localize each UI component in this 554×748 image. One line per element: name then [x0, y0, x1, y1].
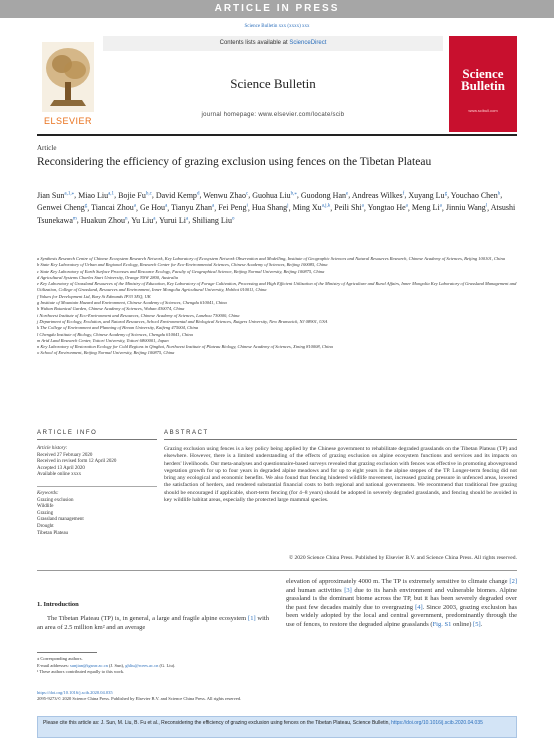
author-affiliation-marker[interactable]: a	[165, 203, 168, 209]
introduction-heading: 1. Introduction	[37, 601, 79, 608]
author-name: Jian Sun	[37, 190, 65, 200]
affiliation-list	[37, 256, 517, 357]
author-affiliation-marker[interactable]: g	[84, 203, 88, 209]
journal-reference-link[interactable]: Science Bulletin xxx (xxxx) xxx	[244, 24, 310, 29]
history-online: Available online xxxx	[37, 472, 82, 478]
copyright-line: © 2020 Science China Press. Published by Elsevier B.V. and Science China Press. All rights reserved.	[288, 555, 517, 561]
author[interactable]	[218, 203, 248, 212]
author[interactable]	[301, 191, 348, 200]
author-affiliation-marker[interactable]: a,1,⁎	[64, 191, 75, 196]
citation-link[interactable]: [4]	[415, 603, 423, 611]
author[interactable]	[171, 203, 214, 212]
author-affiliation-marker[interactable]: b,c	[145, 191, 152, 196]
author[interactable]	[293, 203, 331, 212]
author-affiliation-marker[interactable]: a	[133, 203, 136, 209]
author-name: Yurui Li	[159, 215, 187, 225]
section-label: Article	[37, 144, 57, 152]
journal-title: Science Bulletin	[230, 76, 316, 91]
affiliation-item: f Values for Development Ltd, Bury St Edmunds IP33 3EQ, UK	[37, 293, 151, 299]
body-column-right	[286, 578, 517, 630]
author-name: Guohua Liu	[252, 190, 291, 200]
author[interactable]	[37, 191, 74, 200]
author[interactable]	[203, 191, 248, 200]
article-in-press-banner: ARTICLE IN PRESS	[0, 0, 554, 18]
author-name: Yongtao He	[367, 203, 406, 213]
affiliation-item: g Institute of Mountain Hazard and Environment, Chinese Academy of Sciences, Chengdu 610041, China	[37, 300, 227, 306]
author-affiliation-marker[interactable]: a	[405, 203, 408, 209]
author-affiliation-marker[interactable]: a	[153, 216, 156, 222]
affiliation-item: i Northwest Institute of Eco-Environment and Resources, Chinese Academy of Sciences, Lanzhou 730000, China	[37, 312, 240, 318]
author[interactable]	[412, 203, 442, 212]
author[interactable]	[159, 216, 188, 225]
author[interactable]	[352, 191, 405, 200]
author-affiliation-marker[interactable]: h	[497, 191, 501, 196]
affiliation-item: c State Key Laboratory of Earth Surface Processes and Resource Ecology, Faculty of Geographical Science, Beijing Normal University, Beijing 100875, China	[37, 268, 325, 274]
journal-cover-logo[interactable]	[449, 36, 517, 132]
keyword-item: Drought	[37, 523, 54, 529]
homepage-prefix: journal homepage:	[201, 112, 257, 118]
author-name: Huakun Zhou	[80, 215, 125, 225]
author[interactable]	[131, 216, 155, 225]
author-name: David Kemp	[155, 190, 197, 200]
author-name: Atsushi Tsunekawa	[37, 203, 516, 225]
author[interactable]	[81, 216, 128, 225]
body-text: due to its harsh environment and vulnerable biomes. Alpine grassland is the dominant biome across the TP, but it has been severely degraded over the past few decades mainly due to overgrazing	[286, 586, 517, 611]
elsevier-tree-icon	[42, 42, 94, 112]
author-name: Yu Liu	[131, 215, 154, 225]
history-revised: Received in revised form 12 April 2020	[37, 459, 117, 465]
citation-link[interactable]: [5]	[473, 620, 481, 628]
author-affiliation-marker[interactable]: a,1	[108, 191, 115, 196]
doi-block	[37, 690, 517, 703]
email-link-sun[interactable]: sunjian@igsnrr.ac.cn	[70, 662, 108, 668]
equal-contribution-note: ¹ These authors contributed equally to this work.	[37, 669, 125, 675]
author[interactable]	[156, 191, 200, 200]
author-affiliation-marker[interactable]: d	[196, 191, 200, 196]
citation-link[interactable]: [3]	[344, 586, 352, 594]
elsevier-logo[interactable]	[37, 36, 99, 132]
author-name: Ming Xu	[292, 203, 322, 213]
body-text: elevation of approximately 4000 m. The TP is extremely sensitive to climate change	[286, 578, 510, 585]
author-affiliation-marker[interactable]: o	[232, 216, 235, 222]
citation-link[interactable]: [2]	[509, 578, 517, 585]
author-name: Miao Liu	[78, 190, 109, 200]
email-owner: (J. Sun),	[107, 662, 126, 668]
keyword-item: Grassland management	[37, 517, 84, 523]
affiliation-item: h Wuhan Botanical Garden, Chinese Academy of Sciences, Wuhan 430074, China	[37, 306, 185, 312]
cover-title	[449, 68, 517, 92]
author-name: Bojie Fu	[118, 190, 146, 200]
author-affiliation-marker[interactable]: f	[402, 191, 405, 196]
author-affiliation-marker[interactable]: n	[124, 216, 128, 222]
author-list: Jian Sun$^{a,1,⁎}$, Miao Liu$^{a,1}$, Bojie Fu$^{b,c}$, David Kemp$^d$, Wenwu Zhao$^c$, Guohua Liu$^{b,⁎}$, Guodong Han$^e$, Andreas Wilkes$^f$, Xuyang Lu$^g$, Youchao Chen$^h$, Genwei Cheng$^g$, Tiancai Zhou$^a$, Ge Hou$^a$, Tianyu Zhan$^a$, Fei Peng$^i$, Hua Shang$^j$, Ming Xu$^{a,j,k}$, Peili Shi$^a$, Yongtao He$^a$, Meng Li$^a$, Jinniu Wang$^l$, Atsushi Tsunekawa$^m$, Huakun Zhou$^n$, Yu Liu$^a$, Yurui Li$^a$, Shiliang Liu$^o$	[37, 190, 516, 225]
affiliation-item: j Department of Ecology, Evolution, and Natural Resources, School Environmental and Biological Sciences, Rutgers University, New Brunswick, NJ 08901, USA	[37, 318, 328, 324]
keywords-block	[37, 486, 157, 537]
footnote-divider	[37, 652, 97, 653]
author-name: Tianyu Zhan	[171, 203, 212, 213]
citation-text: Please cite this article as: J. Sun, M. Liu, B. Fu et al., Reconsidering the efficiency of grazing exclusion using fences on the Tibetan Plateau, Science Bulletin,	[43, 720, 390, 726]
affiliation-item: m Arid Land Research Center, Tottori University, Tottori 6800001, Japan	[37, 337, 169, 343]
article-title: Reconsidering the efficiency of grazing exclusion using fences on the Tibetan Plateau	[37, 156, 432, 168]
body-column-left	[37, 615, 269, 632]
author[interactable]	[451, 191, 500, 200]
author-name: Jinniu Wang	[445, 203, 486, 213]
affiliation-item: d Agricultural Systems Charles Sturt University, Orange NSW 2800, Australia	[37, 274, 178, 280]
cover-url: www.scibull.com	[468, 108, 498, 113]
history-received: Received 27 February 2020	[37, 452, 93, 458]
keyword-item: Grazing	[37, 510, 54, 516]
doi-link[interactable]: https://doi.org/10.1016/j.scib.2020.04.035	[37, 690, 113, 695]
section-divider	[37, 570, 517, 571]
author-name: Tiancai Zhou	[91, 203, 134, 213]
cover-title-line1: Science	[462, 66, 504, 81]
keyword-item: Grazing exclusion	[37, 497, 74, 503]
author-affiliation-marker[interactable]: a	[186, 216, 189, 222]
author[interactable]	[252, 203, 289, 212]
article-info-header: ARTICLE INFO	[37, 430, 157, 440]
citation-doi-link[interactable]: https://doi.org/10.1016/j.scib.2020.04.035	[391, 720, 483, 726]
publisher-name: ELSEVIER	[43, 116, 93, 126]
author[interactable]	[334, 203, 364, 212]
author-name: Youchao Chen	[450, 190, 498, 200]
affiliation-item: o School of Environment, Beijing Normal University, Beijing 100875, China	[37, 350, 175, 356]
abstract-text: Grazing exclusion using fences is a key policy being applied by the Chinese government to rehabilitate degraded grasslands on the Tibetan Plateau (TP) and elsewhere. However, there is a limited understanding of the effects of grazing exclusion on alpine ecosystem functions and services and its impacts on herders' livelihoods. Our meta-analyses and questionnaire-based surveys revealed that grazing exclusion with fences was effective in promoting aboveground vegetation growth for up to four years in degraded alpine meadows and for up to eight years in the alpine steppes of the TP. Longer-term fencing did not bring any ecological and economic benefits. We also found that fencing hindered wildlife movement, increased grazing pressure in unfenced areas, lowered the satisfaction of herders, and rendered substantial financial costs to both regional and national governments. We recommend that traditional free grazing should be encouraged if applicable, short-term fencing (for 4–8 years) should be adopted in severely degraded grasslands, and fencing should be avoided in key wildlife habitat areas, especially the protected large mammal species.	[164, 446, 517, 504]
author-affiliation-marker[interactable]: j	[287, 203, 289, 209]
author-affiliation-marker[interactable]: b,⁎	[290, 191, 297, 196]
author[interactable]	[192, 216, 234, 225]
body-text: . Since 2003, grazing exclusion has been widely adopted by the local and central government, predominantly through the use of fences, to restore the degraded alpine grasslands (	[286, 603, 517, 628]
supplementary-figure-link[interactable]: Fig. S1	[432, 620, 452, 628]
author[interactable]	[78, 191, 114, 200]
email-owner: (G. Liu).	[158, 662, 176, 668]
affiliation-item: b State Key Laboratory of Urban and Regional Ecology, Research Center for Eco-Environmental Sciences, Chinese Academy of Sciences, Beijing 100085, China	[37, 262, 328, 268]
author[interactable]	[368, 203, 408, 212]
affiliation-item: l Chengdu Institute of Biology, Chinese Academy of Sciences, Chengdu 610041, China	[37, 331, 193, 337]
keyword-item: Tibetan Plateau	[37, 530, 69, 536]
body-text: The Tibetan Plateau (TP) is, in general, a large and fragile alpine ecosystem	[47, 615, 249, 622]
body-text: with an area of 2.5 million km² and an average	[37, 615, 269, 631]
contents-availability-strip	[103, 36, 443, 51]
author-affiliation-marker[interactable]: c	[245, 191, 249, 196]
history-heading: Article history:	[37, 446, 68, 451]
author-affiliation-marker[interactable]: m	[72, 216, 77, 222]
author-affiliation-marker[interactable]: a	[211, 203, 215, 209]
author-affiliation-marker[interactable]: a	[439, 203, 442, 209]
contents-prefix: Contents lists available at	[219, 40, 288, 46]
footnotes	[37, 656, 269, 676]
author-name: Peili Shi	[334, 203, 362, 213]
abstract-header: ABSTRACT	[164, 430, 517, 440]
issn-line: 2095-9273/© 2020 Science China Press. Published by Elsevier B.V. and Science China Press. All rights reserved.	[37, 696, 242, 702]
author-name: Ge Hou	[139, 203, 166, 213]
affiliation-item: a Synthesis Research Centre of Chinese Ecosystem Research Network, Key Laboratory of Ecosystem Network Observation and Modelling, Institute of Geographic Sciences and Natural Resources Research, Chinese Academy of Sciences, Beijing 100101, China	[37, 256, 505, 261]
journal-header-center	[103, 36, 443, 132]
affiliation-item: n Key Laboratory of Restoration Ecology for Cold Regions in Qinghai, Northwest Institute of Plateau Biology, Chinese Academy of Sciences, Xining 810008, China	[37, 344, 333, 350]
author-name: Genwei Cheng	[37, 203, 85, 213]
corresponding-note: ⁎ Corresponding authors.	[37, 656, 83, 661]
author[interactable]	[37, 203, 87, 212]
homepage-link[interactable]: www.elsevier.com/locate/scib	[258, 112, 345, 118]
email-note	[37, 663, 269, 670]
author-name: Hua Shang	[251, 203, 288, 213]
author-name: Shiliang Liu	[192, 215, 233, 225]
author[interactable]	[140, 203, 167, 212]
email-prefix: E-mail addresses:	[37, 662, 69, 668]
author-affiliation-marker[interactable]: a	[361, 203, 364, 209]
author-name: Wenwu Zhao	[203, 190, 246, 200]
author-name: Fei Peng	[218, 203, 247, 213]
masthead-divider	[37, 134, 517, 136]
email-link-liu[interactable]: ghliu@rcees.ac.cn	[125, 662, 159, 668]
author-name: Xuyang Lu	[408, 190, 445, 200]
journal-masthead	[37, 36, 517, 132]
author-affiliation-marker[interactable]: e	[346, 191, 349, 196]
author[interactable]	[91, 203, 136, 212]
citation-link[interactable]: [1]	[248, 615, 256, 622]
author-name: Meng Li	[411, 203, 440, 213]
affiliation-item: e Key Laboratory of Grassland Resources of the Ministry of Education, Key Laboratory of Forage Cultivation, Processing and High Efficient Utilization of the Ministry of Agriculture and Rural Affairs, Inner Mongolia Key Laboratory of Grassland Management and Utilization, College of Grassland, Resources and Environment, Inner Mongolia Agricultural University, Hohhot 010011, China	[37, 281, 517, 293]
author-name: Andreas Wilkes	[351, 190, 403, 200]
author-name: Guodong Han	[300, 190, 347, 200]
author[interactable]	[408, 191, 447, 200]
author-affiliation-marker[interactable]: a,j,k	[321, 203, 331, 209]
author-affiliation-marker[interactable]: g	[444, 191, 448, 196]
cover-title-line2: Bulletin	[460, 78, 506, 93]
author[interactable]	[118, 191, 152, 200]
affiliation-item: k The College of Environment and Planning of Henan University, Kaifeng 475004, China	[37, 325, 199, 331]
body-text: online)	[451, 620, 474, 628]
sciencedirect-link[interactable]: ScienceDirect	[289, 40, 327, 46]
author-affiliation-marker[interactable]: i	[246, 203, 248, 209]
keyword-item: Wildlife	[37, 504, 54, 510]
body-text: .	[480, 620, 483, 628]
article-history	[37, 446, 157, 479]
keywords-heading: Keywords:	[37, 491, 59, 496]
history-accepted: Accepted 13 April 2020	[37, 465, 85, 471]
journal-homepage-line	[103, 112, 443, 118]
body-text: and human activities	[286, 586, 345, 594]
author[interactable]	[252, 191, 297, 200]
author-affiliation-marker[interactable]: l	[485, 203, 488, 209]
author[interactable]	[446, 203, 487, 212]
citation-box	[37, 716, 517, 738]
